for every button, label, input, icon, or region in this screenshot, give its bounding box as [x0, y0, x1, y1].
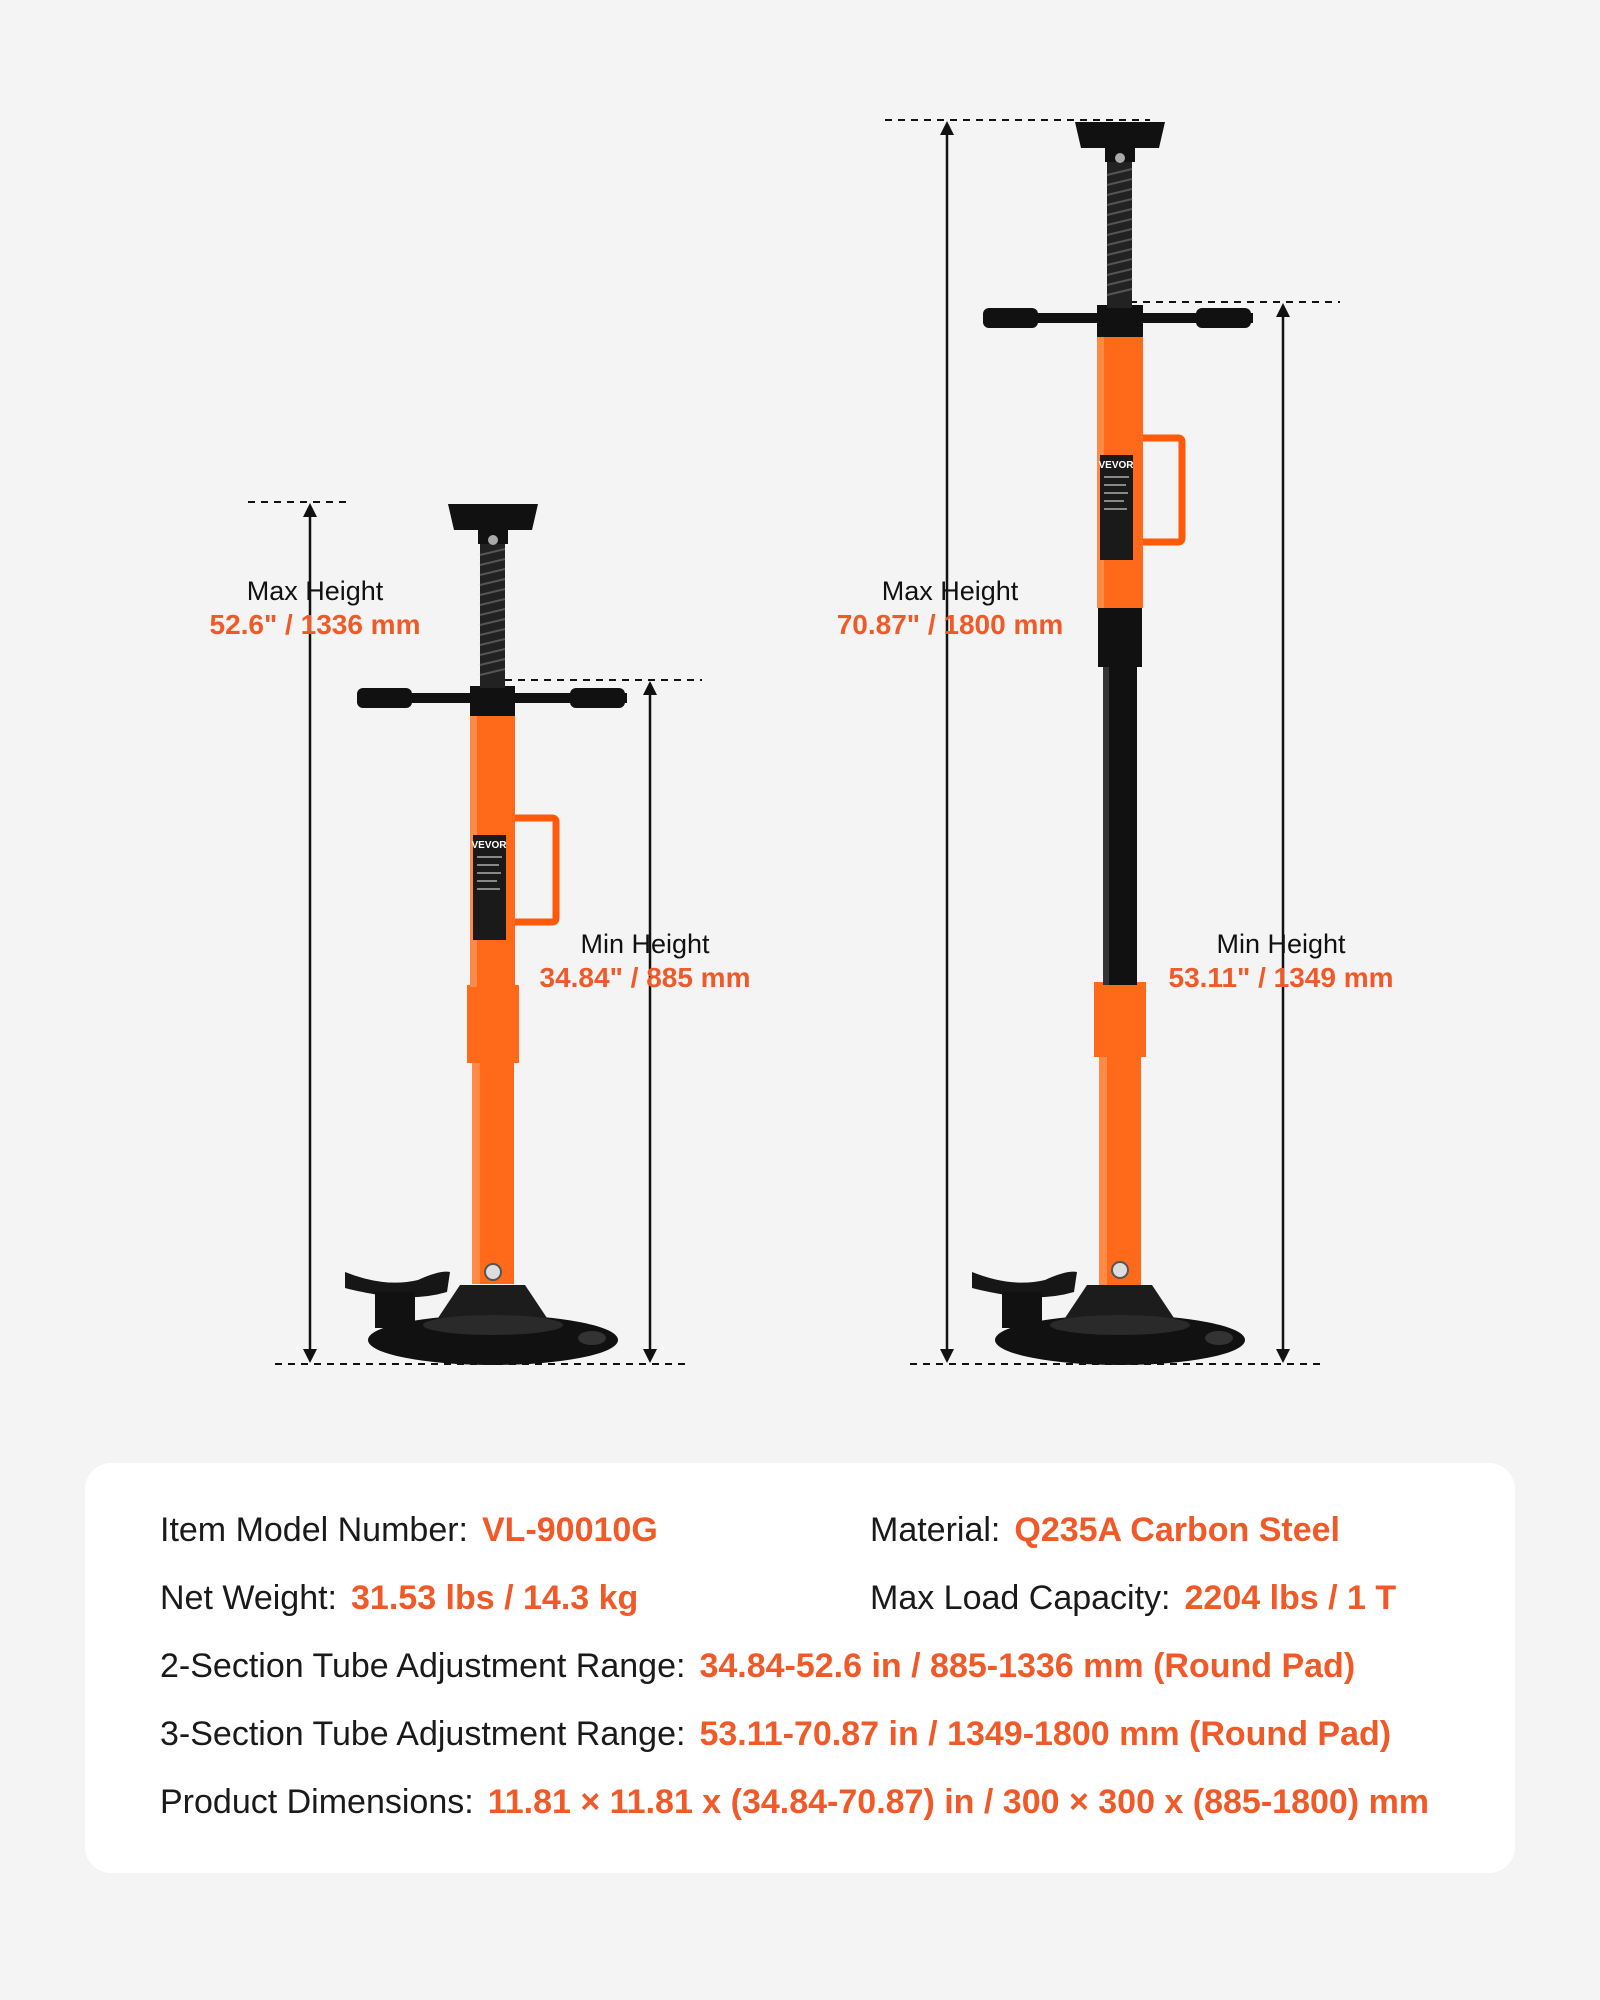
short-min-height-value: 34.84" / 885 mm [539, 962, 751, 993]
spec-range-2-section [160, 1644, 1355, 1688]
spec-range-2-value: 34.84-52.6 in / 885-1336 mm (Round Pad) [699, 1647, 1356, 1685]
svg-text:VEVOR: VEVOR [471, 840, 507, 851]
tall-min-height-callout [1169, 927, 1394, 995]
spec-net-weight-value: 31.53 lbs / 14.3 kg [351, 1579, 639, 1617]
spec-material-value: Q235A Carbon Steel [1014, 1511, 1340, 1549]
spec-max-load-label: Max Load Capacity: [870, 1579, 1171, 1617]
spec-range-3-label: 3-Section Tube Adjustment Range: [160, 1715, 686, 1753]
tall-max-height-label: Max Height [881, 576, 1019, 606]
short-min-height-callout [540, 927, 751, 995]
tall-min-height-value: 53.11" / 1349 mm [1168, 962, 1394, 993]
tall-jack-stand [972, 122, 1253, 1365]
short-max-height-label: Max Height [246, 576, 384, 606]
spec-range-2-label: 2-Section Tube Adjustment Range: [160, 1647, 686, 1685]
spec-model-label: Item Model Number: [160, 1511, 468, 1549]
spec-range-3-value: 53.11-70.87 in / 1349-1800 mm (Round Pad) [699, 1715, 1392, 1753]
spec-card [85, 1463, 1515, 1873]
tall-max-height-callout [837, 574, 1064, 642]
tall-max-height-value: 70.87" / 1800 mm [836, 609, 1064, 640]
short-max-height-callout [210, 574, 421, 642]
short-max-height-value: 52.6" / 1336 mm [209, 609, 421, 640]
spec-model [160, 1508, 658, 1552]
spec-material [870, 1508, 1340, 1552]
spec-net-weight [160, 1576, 638, 1620]
spec-dimensions [160, 1780, 1429, 1824]
short-min-height-label: Min Height [580, 929, 710, 959]
spec-dimensions-label: Product Dimensions: [160, 1783, 474, 1821]
spec-range-3-section [160, 1712, 1391, 1756]
spec-model-value: VL-90010G [482, 1511, 658, 1549]
tall-min-height-label: Min Height [1216, 929, 1346, 959]
spec-max-load-value: 2204 lbs / 1 T [1184, 1579, 1397, 1617]
spec-net-weight-label: Net Weight: [160, 1579, 338, 1617]
spec-max-load [870, 1576, 1396, 1620]
spec-material-label: Material: [870, 1511, 1001, 1549]
spec-dimensions-value: 11.81 × 11.81 x (34.84-70.87) in / 300 × 300 x (885-1800) mm [487, 1783, 1430, 1821]
svg-text:VEVOR: VEVOR [1098, 460, 1134, 471]
